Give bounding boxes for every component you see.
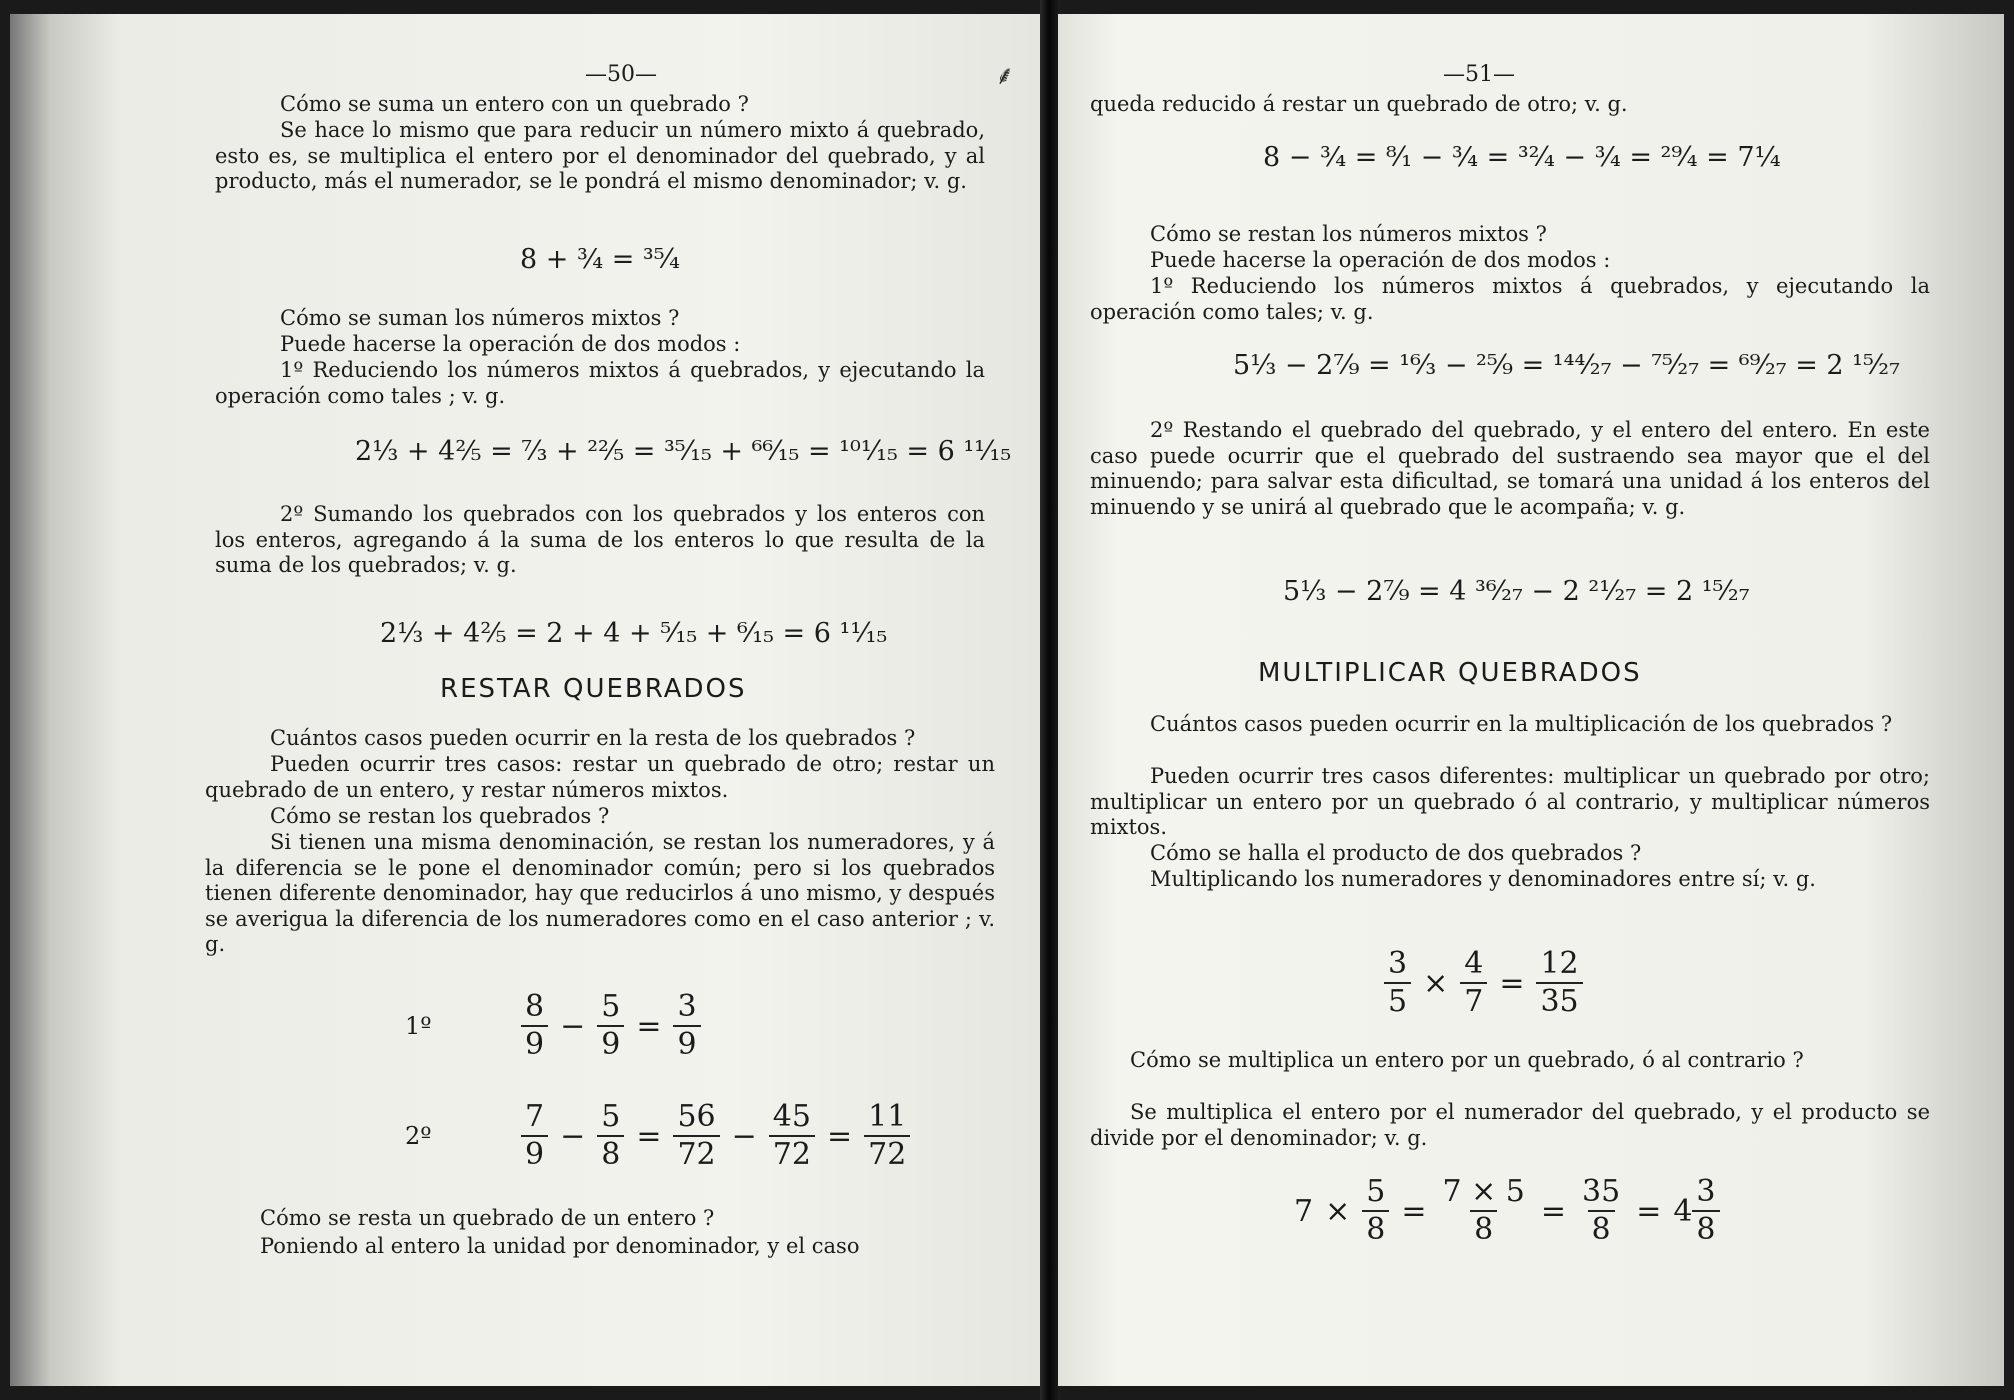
fraction: $\frac{11}{72}$ (864, 1099, 910, 1173)
fraction: $\frac{8}{9}$ (521, 989, 548, 1063)
answer-paragraph: Se multiplica el entero por el numerador del quebrado, y el producto se divide por el denominador; v. g. (1090, 1100, 1930, 1150)
fraction: $\frac{5}{8}$ (1362, 1174, 1389, 1248)
question-text: Cómo se suman los números mixtos ? (280, 306, 680, 330)
section-heading: RESTAR QUEBRADOS (440, 674, 747, 704)
answer-paragraph: 2º Restando el quebrado del quebrado, y el entero del entero. En este caso puede ocurrir que el quebrado del sustraendo sea mayor que el del minuendo; para salvar esta dificultad, se tomará una unidad á los enteros del minuendo y se unirá al quebrado que le acompaña; v. g. (1090, 418, 1930, 519)
answer-paragraph: Pueden ocurrir tres casos: restar un quebrado de otro; restar un quebrado de un entero, y restar números mixtos. (205, 752, 995, 802)
fraction: $\frac{12}{35}$ (1536, 946, 1582, 1020)
right-page (1058, 14, 2004, 1386)
answer-text: Puede hacerse la operación de dos modos : (280, 332, 741, 356)
question-paragraph: Cómo se multiplica un entero por un quebrado, ó al contrario ? (1130, 1048, 1804, 1072)
fraction: $\frac{7 \times 5}{8}$ (1442, 1174, 1525, 1247)
section-heading: MULTIPLICAR QUEBRADOS (1258, 658, 1642, 688)
subtraction-case-1: 1º $\frac{8}{9}$ − $\frac{5}{9}$ = $\frac{3}{9}$ (405, 989, 707, 1063)
book-spine (1040, 0, 1060, 1400)
question-text: Cómo se resta un quebrado de un entero ? (260, 1206, 715, 1230)
left-page (10, 14, 1042, 1386)
answer-paragraph: Si tienen una misma denominación, se restan los numeradores, y á la diferencia se le pone el denominador común; pero si los quebrados tienen diferente denominador, hay que reducirlos á uno mismo, y después se averigua la diferencia de los numeradores como en el caso anterior ; v. g. (205, 830, 995, 956)
question-text: Cómo se restan los quebrados ? (270, 804, 610, 828)
case-label: 1º (405, 1012, 432, 1040)
fraction: $\frac{5}{9}$ (597, 989, 624, 1063)
multiplication-example: $\frac{3}{5}$ × $\frac{4}{7}$ = $\frac{12}{35}$ (1378, 946, 1589, 1020)
equation: 5⅓ − 2⁷⁄₉ = ¹⁶⁄₃ − ²⁵⁄₉ = ¹⁴⁴⁄₂₇ − ⁷⁵⁄₂₇ = ⁶⁹⁄₂₇ = 2 ¹⁵⁄₂₇ (1233, 350, 1900, 381)
fraction: $\frac{3}{5}$ (1384, 946, 1411, 1020)
question-text: Cómo se suma un entero con un quebrado ? (280, 92, 749, 116)
page-number: —50— (585, 62, 657, 87)
answer-paragraph: 1º Reduciendo los números mixtos á quebrados, y ejecutando la operación como tales ; v. g. (215, 358, 985, 408)
fraction: $\frac{35}{8}$ (1582, 1174, 1621, 1247)
answer-paragraph: 2º Sumando los quebrados con los quebrados y los enteros con los enteros, agregando á la suma de los enteros lo que resulta de la suma de los quebrados; v. g. (215, 502, 985, 577)
answer-text: Puede hacerse la operación de dos modos : (1150, 248, 1611, 272)
case-label: 2º (405, 1122, 432, 1150)
question-paragraph: Cuántos casos pueden ocurrir en la multiplicación de los quebrados ? (1150, 712, 1893, 736)
multiplication-example: 7 × $\frac{5}{8}$ = $\frac{7 \times 5}{8}$ = $\frac{35}{8}$ = 4 $\frac{3}{8}$ (1288, 1174, 1726, 1248)
equation: 2⅓ + 4⅖ = 2 + 4 + ⁵⁄₁₅ + ⁶⁄₁₅ = 6 ¹¹⁄₁₅ (380, 618, 888, 649)
question-text: Cómo se restan los números mixtos ? (1150, 222, 1547, 246)
question-text: Cuántos casos pueden ocurrir en la resta de los quebrados ? (270, 726, 916, 750)
fraction: $\frac{5}{8}$ (597, 1099, 624, 1173)
equation: 8 + ¾ = ³⁵⁄₄ (520, 244, 680, 275)
equation: 8 − ¾ = ⁸⁄₁ − ¾ = ³²⁄₄ − ¾ = ²⁹⁄₄ = 7¼ (1263, 142, 1781, 173)
equation: 5⅓ − 2⁷⁄₉ = 4 ³⁶⁄₂₇ − 2 ²¹⁄₂₇ = 2 ¹⁵⁄₂₇ (1283, 576, 1750, 607)
fraction: $\frac{3}{9}$ (673, 989, 700, 1063)
answer-text: Poniendo al entero la unidad por denominador, y el caso (260, 1234, 860, 1258)
ink-mark: ⸙ (995, 61, 1015, 91)
question-text: Cómo se halla el producto de dos quebrados ? (1150, 841, 1642, 865)
answer-paragraph: Se hace lo mismo que para reducir un número mixto á quebrado, esto es, se multiplica el entero por el denominador del quebrado, y al producto, más el numerador, se le pondrá el mismo denominador; v. g. (215, 118, 985, 193)
fraction: $\frac{3}{8}$ (1692, 1174, 1719, 1248)
fraction: $\frac{56}{72}$ (673, 1099, 719, 1173)
page-number: —51— (1443, 62, 1515, 87)
answer-text: queda reducido á restar un quebrado de otro; v. g. (1090, 92, 1628, 116)
fraction: $\frac{4}{7}$ (1460, 946, 1487, 1020)
fraction: $\frac{7}{9}$ (521, 1099, 548, 1173)
answer-paragraph: Multiplicando los numeradores y denominadores entre sí; v. g. (1150, 867, 1816, 891)
fraction: $\frac{45}{72}$ (769, 1099, 815, 1173)
answer-paragraph: 1º Reduciendo los números mixtos á quebrados, y ejecutando la operación como tales; v. g. (1090, 274, 1930, 324)
equation: 2⅓ + 4⅖ = ⁷⁄₃ + ²²⁄₅ = ³⁵⁄₁₅ + ⁶⁶⁄₁₅ = ¹⁰¹⁄₁₅ = 6 ¹¹⁄₁₅ (355, 436, 1012, 467)
answer-paragraph: Pueden ocurrir tres casos diferentes: multiplicar un quebrado por otro; multiplicar un entero por un quebrado ó al contrario, y multiplicar números mixtos. (1090, 764, 1930, 839)
subtraction-case-2: 2º $\frac{7}{9}$ − $\frac{5}{8}$ = $\frac{56}{72}$ − $\frac{45}{72}$ = $\frac{11}{72}$ (405, 1099, 916, 1173)
